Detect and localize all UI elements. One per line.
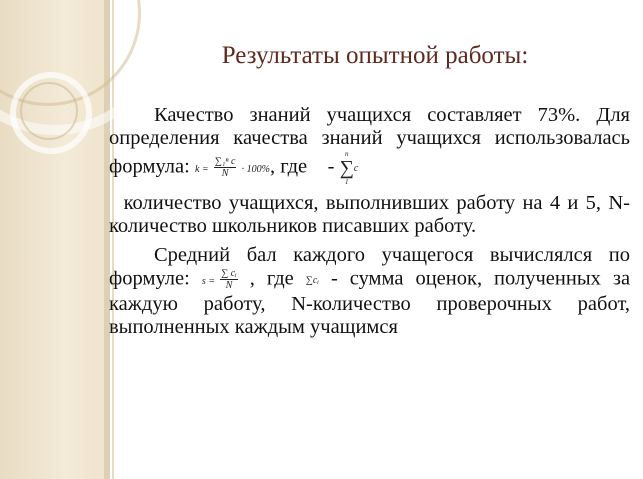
quality-formula: k = $\frac{\text{∑₁ⁿ c}}{N}$ · 100% — [194, 155, 270, 179]
sum-inline: ∑cᵢ — [305, 274, 319, 286]
paragraph-average: Средний бал каждого учащегося вычислялся по формуле: s = $\frac{\text{∑ cᵢ}}{N}$ , где ∑cᵢ - сумма оценок, полученных за каждую работу, N-количество проверочных работ, выполненных каждым учащимся — [109, 244, 631, 338]
slide-body — [109, 104, 630, 345]
quality-sentence: Качество знаний учащихся составляет 73%. — [154, 104, 581, 126]
paragraph-count: количество учащихся, выполнивших работу на 4 и 5, N- количество школьников писавших работу. — [109, 192, 631, 237]
slide-title: Результаты опытной работы: — [221, 42, 529, 69]
sum-symbol: n ∑ 1 — [339, 150, 354, 186]
formula-intro: Для определения качества знаний учащихся использовалась формула: — [109, 104, 630, 178]
paragraph-quality: Качество знаний учащихся составляет 73%. Для определения качества знаний учащихся использовалась формула: k = $\frac{\text{∑₁ⁿ c}}{N}$ · 100%, где - n ∑ 1 c — [109, 104, 630, 186]
average-formula: s = $\frac{\text{∑ cᵢ}}{N}$ — [201, 267, 237, 291]
decorative-ring — [20, 82, 78, 140]
